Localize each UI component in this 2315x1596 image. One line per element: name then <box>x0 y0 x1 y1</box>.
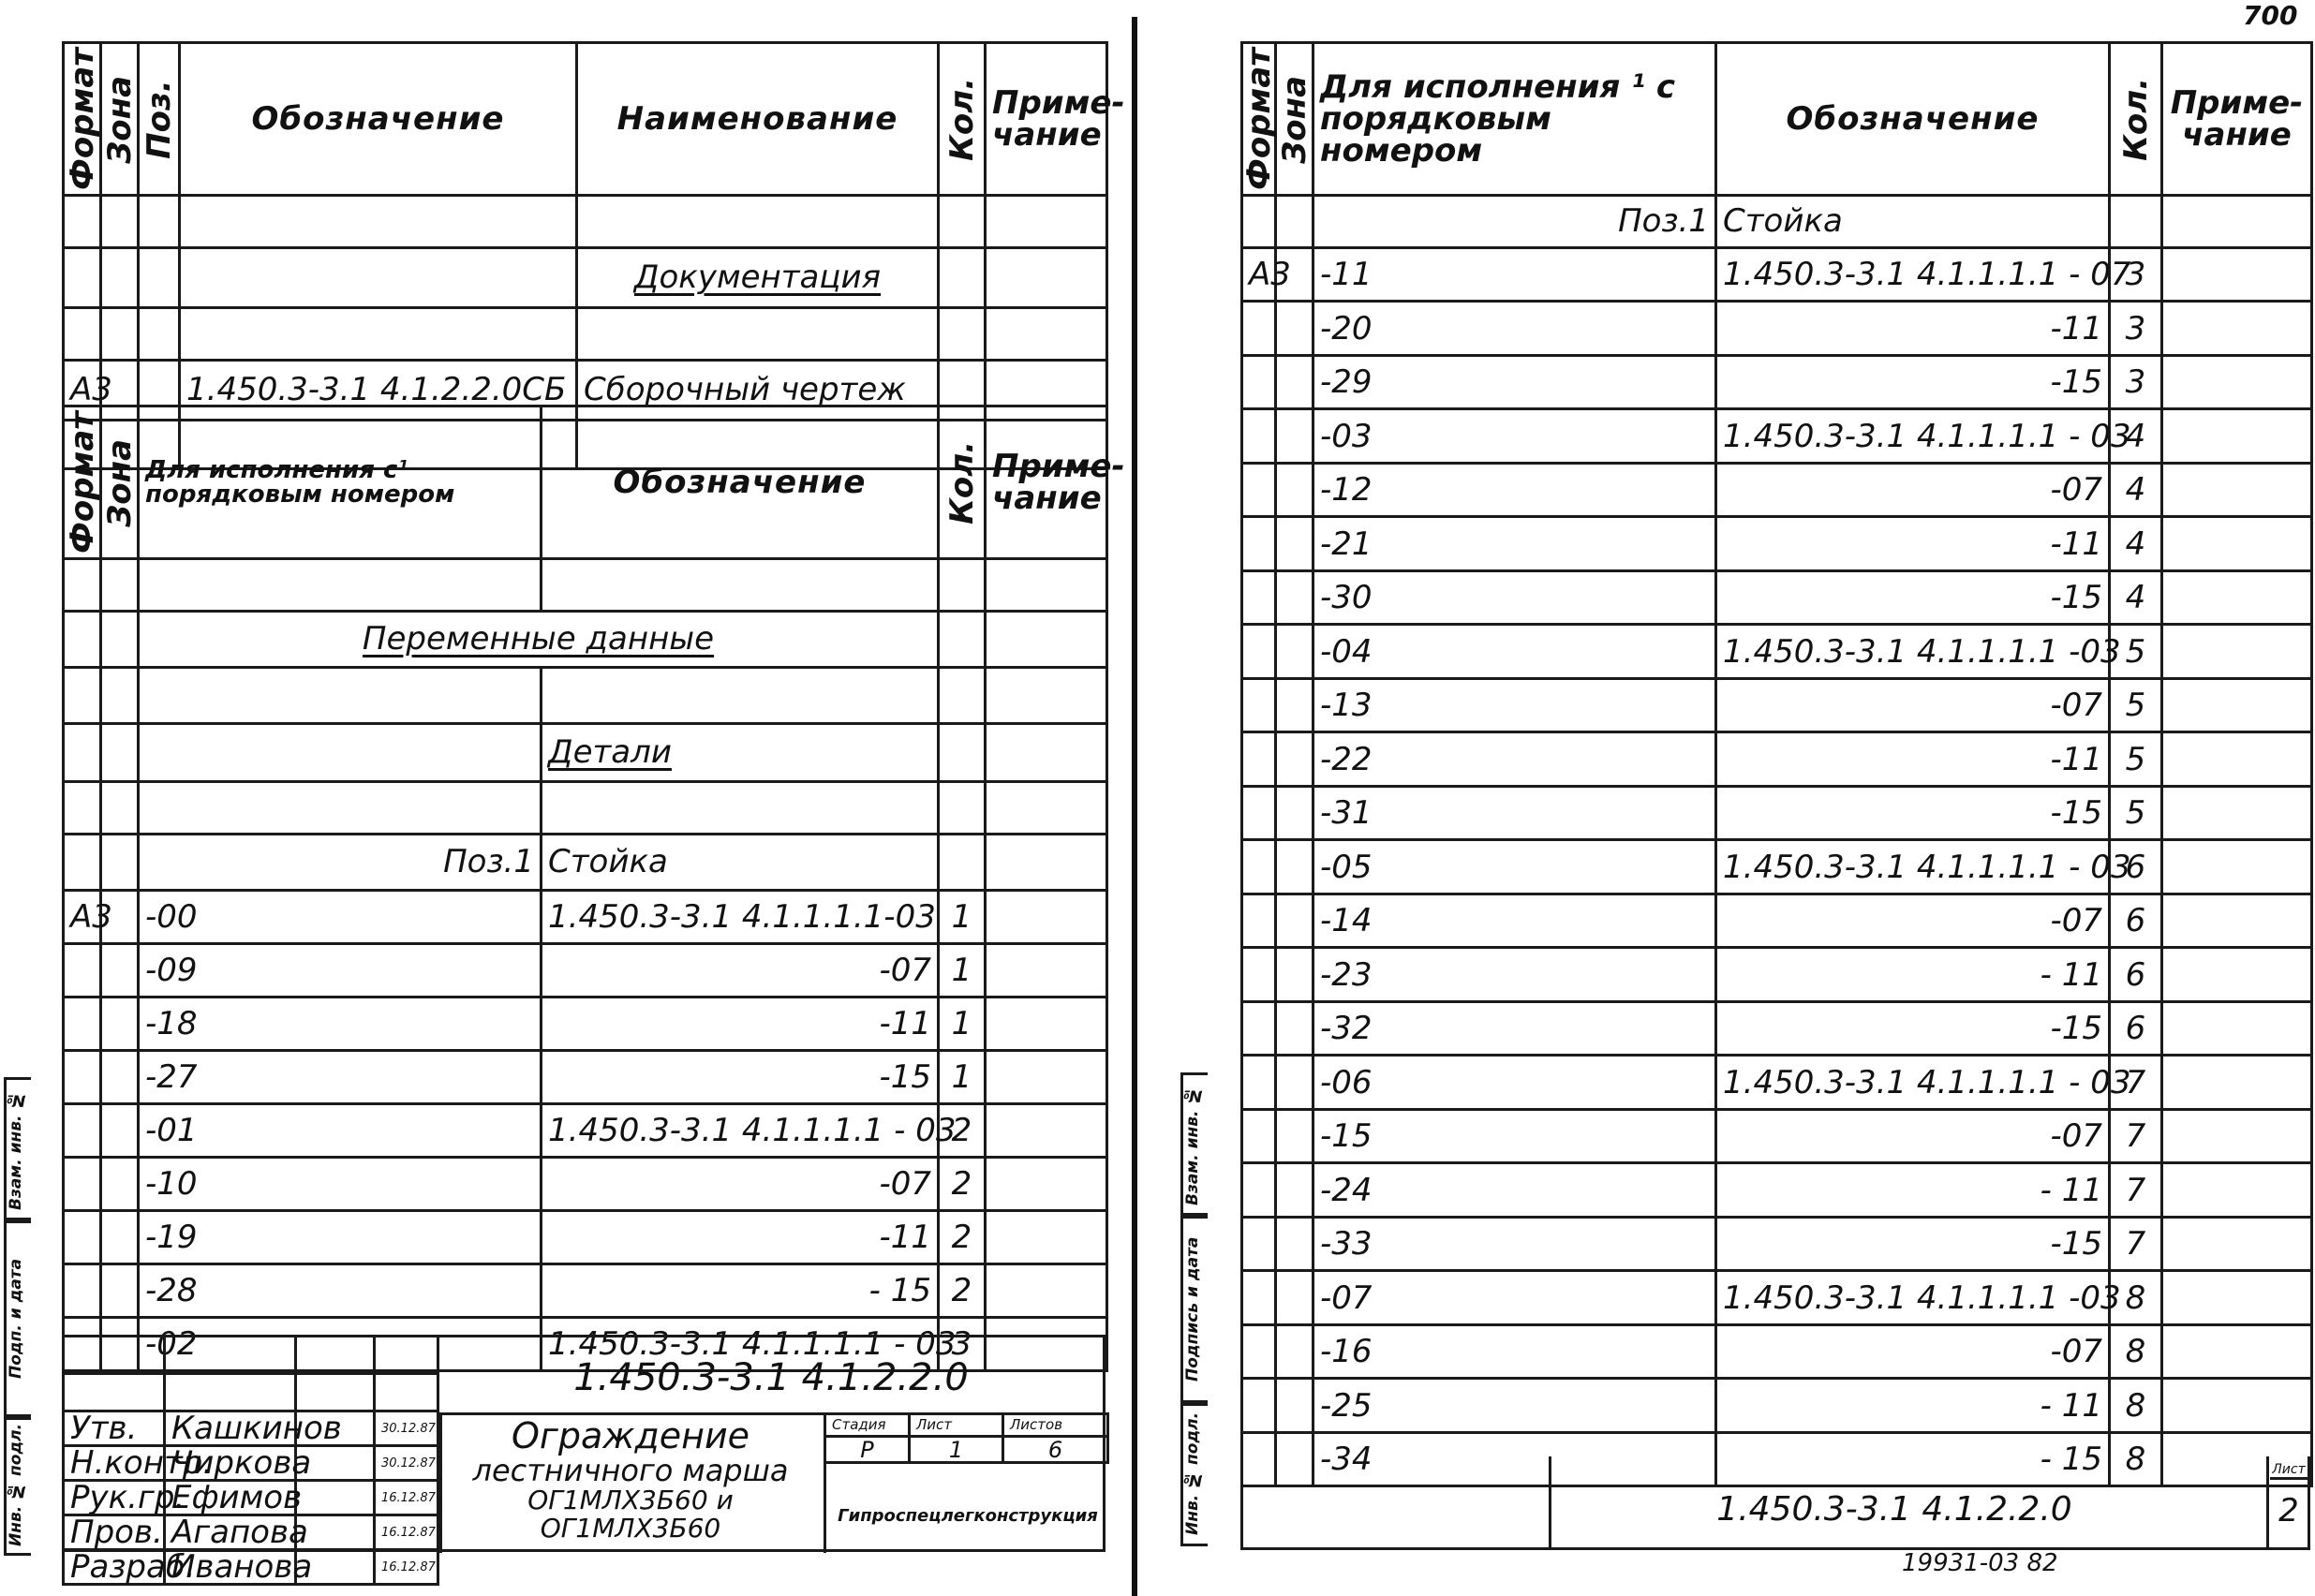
variable-table <box>62 405 1125 1372</box>
col-name-header: Наименование <box>577 43 939 196</box>
table-row: -33 -15 7 <box>1242 1217 2312 1271</box>
signer-row: Рук.гр. Ефимов 16.12.87 <box>64 1481 438 1515</box>
cont-designation-header: Обозначение <box>1716 43 2110 196</box>
table-row: -04 1.450.3-3.1 4.1.1.1.1 -03 5 <box>1242 625 2312 679</box>
stamp-document-code: 1.450.3-3.1 4.1.2.2.0 <box>1716 1490 2072 1529</box>
bottom-stamp <box>1240 1456 2310 1550</box>
table-row: -21 -11 4 <box>1242 517 2312 571</box>
section-variable-data: Переменные данные <box>362 620 715 658</box>
table-row: -06 1.450.3-3.1 4.1.1.1.1 - 03 7 <box>1242 1056 2312 1110</box>
spec-header-row <box>64 43 1107 196</box>
table-row: -10 -07 2 <box>64 1157 1107 1210</box>
var-designation-header: Обозначение <box>542 406 939 559</box>
left-sidebar-sign-date <box>4 1218 31 1420</box>
table-row: -23 - 11 6 <box>1242 948 2312 1002</box>
table-row: -14 -07 6 <box>1242 894 2312 948</box>
table-row: -03 1.450.3-3.1 4.1.1.1.1 - 03 4 <box>1242 409 2312 464</box>
pos-row <box>1242 195 2312 247</box>
table-row: -12 -07 4 <box>1242 463 2312 517</box>
stage-table <box>824 1412 1109 1464</box>
table-row: -18 -11 1 <box>64 997 1107 1050</box>
pos-name: Стойка <box>542 834 939 890</box>
cont-zone-header: Зона <box>1276 43 1313 196</box>
table-row: А3 -00 1.450.3-3.1 4.1.1.1.1-03 1 <box>64 890 1107 943</box>
table-row: -20 -11 3 <box>1242 302 2312 356</box>
continuation-header-row <box>1242 43 2312 196</box>
table-row: -34 - 15 8 <box>1242 1432 2312 1486</box>
signer-row: Разраб. Иванова 16.12.87 <box>64 1550 438 1585</box>
right-sidebar-inv-orig <box>1180 1400 1208 1546</box>
cont-note-header: Приме-чание <box>2162 43 2312 196</box>
section-parts: Детали <box>548 733 672 772</box>
sidebar-sign-date-label: Подп. и дата <box>7 1258 25 1380</box>
col-designation-header: Обозначение <box>180 43 577 196</box>
right-sidebar-inv-repl <box>1180 1072 1208 1219</box>
col-format-header: Формат <box>64 43 101 196</box>
organization-name: Гипроспецлегконструкция <box>838 1506 1098 1526</box>
table-row: -30 -15 4 <box>1242 570 2312 625</box>
left-sidebar-inv-orig <box>4 1414 31 1556</box>
col-pos-header: Поз. <box>139 43 180 196</box>
sheets-value: 6 <box>1003 1437 1108 1463</box>
doc-format: А3 <box>64 360 101 420</box>
doc-name: Сборочный чертеж <box>577 360 939 420</box>
table-row: -16 -07 8 <box>1242 1324 2312 1379</box>
table-row: -28 - 15 2 <box>64 1264 1107 1317</box>
left-sidebar-inv-repl <box>4 1077 31 1223</box>
cont-exec-header: Для исполнения ¹ с порядковым номером <box>1313 43 1716 196</box>
stage-value: Р <box>825 1437 910 1463</box>
table-row: -02 1.450.3-3.1 4.1.1.1.1 - 03 3 <box>64 1317 1107 1370</box>
table-row: -19 -11 2 <box>64 1210 1107 1264</box>
var-format-header: Формат <box>64 406 101 559</box>
left-sheet <box>0 0 1124 1596</box>
sidebar-sign-date-label: Подпись и дата <box>1183 1236 1202 1382</box>
sidebar-inv-orig-label: Инв. № подл. <box>1183 1411 1202 1535</box>
table-row: -24 - 11 7 <box>1242 1163 2312 1218</box>
signature-table <box>62 1335 439 1586</box>
table-row: -29 -15 3 <box>1242 355 2312 409</box>
stamp-sheet-number: 2 <box>2278 1492 2299 1530</box>
table-row: -22 -11 5 <box>1242 732 2312 787</box>
doc-designation: 1.450.3-3.1 4.1.2.2.0СБ <box>180 360 577 420</box>
var-note-header: Приме-чание <box>986 406 1107 559</box>
cont-format-header: Формат <box>1242 43 1276 196</box>
col-zone-header: Зона <box>101 43 139 196</box>
signer-row: Пров. Агапова 16.12.87 <box>64 1515 438 1550</box>
var-zone-header: Зона <box>101 406 139 559</box>
table-row: -09 -07 1 <box>64 943 1107 997</box>
pos-label: Поз.1 <box>139 834 542 890</box>
col-note-header: Приме-чание <box>986 43 1107 196</box>
stage-label: Стадия <box>825 1414 910 1437</box>
table-row: -05 1.450.3-3.1 4.1.1.1.1 - 03 6 <box>1242 840 2312 894</box>
sidebar-inv-repl-label: Взам. инв. № <box>7 1090 25 1210</box>
drawing-title: Ограждение лестничного марша ОГ1МЛХ3Б60 и ОГ1МЛХ3Б60 <box>472 1415 789 1544</box>
document-code: 1.450.3-3.1 4.1.2.2.0 <box>573 1356 969 1399</box>
table-row: -13 -07 5 <box>1242 678 2312 732</box>
table-row: -07 1.450.3-3.1 4.1.1.1.1 -03 8 <box>1242 1271 2312 1325</box>
table-row: А3 -11 1.450.3-3.1 4.1.1.1.1 - 07 3 <box>1242 247 2312 302</box>
variable-header-row <box>64 406 1107 559</box>
table-row: -01 1.450.3-3.1 4.1.1.1.1 - 03 2 <box>64 1103 1107 1157</box>
cont-qty-header: Кол. <box>2110 43 2162 196</box>
sheet-value: 1 <box>910 1437 1003 1463</box>
table-row: -32 -15 6 <box>1242 1001 2312 1056</box>
var-exec-header: Для исполнения с¹ порядковым номером <box>139 406 542 559</box>
sheet-label: Лист <box>910 1414 1003 1437</box>
table-row: -15 -07 7 <box>1242 1109 2312 1163</box>
archive-number: 19931-03 82 <box>1902 1549 2058 1577</box>
col-qty-header: Кол. <box>939 43 986 196</box>
right-sheet <box>1162 0 2315 1596</box>
stamp-sheet-label: Лист <box>2270 1462 2308 1480</box>
page-divider <box>1132 17 1137 1596</box>
sheets-label: Листов <box>1003 1414 1108 1437</box>
corner-mark: 700 <box>2243 0 2298 31</box>
var-qty-header: Кол. <box>939 406 986 559</box>
pos-name: Стойка <box>1716 195 2110 247</box>
section-documentation: Документация <box>633 259 882 297</box>
sidebar-inv-repl-label: Взам. инв. № <box>1183 1086 1202 1205</box>
signer-row: Н.контр. Чиркова 30.12.87 <box>64 1446 438 1481</box>
table-row: -31 -15 5 <box>1242 786 2312 840</box>
continuation-table <box>1240 41 2313 1487</box>
table-row: -27 -15 1 <box>64 1050 1107 1103</box>
right-sidebar-sign-date <box>1180 1213 1208 1406</box>
signer-row: Утв. Кашкинов 30.12.87 <box>64 1411 438 1446</box>
pos-label: Поз.1 <box>1313 195 1716 247</box>
sidebar-inv-orig-label: Инв. № подл. <box>7 1423 25 1547</box>
table-row: -25 - 11 8 <box>1242 1379 2312 1433</box>
title-block <box>62 1335 1106 1586</box>
pos-row <box>64 834 1107 890</box>
